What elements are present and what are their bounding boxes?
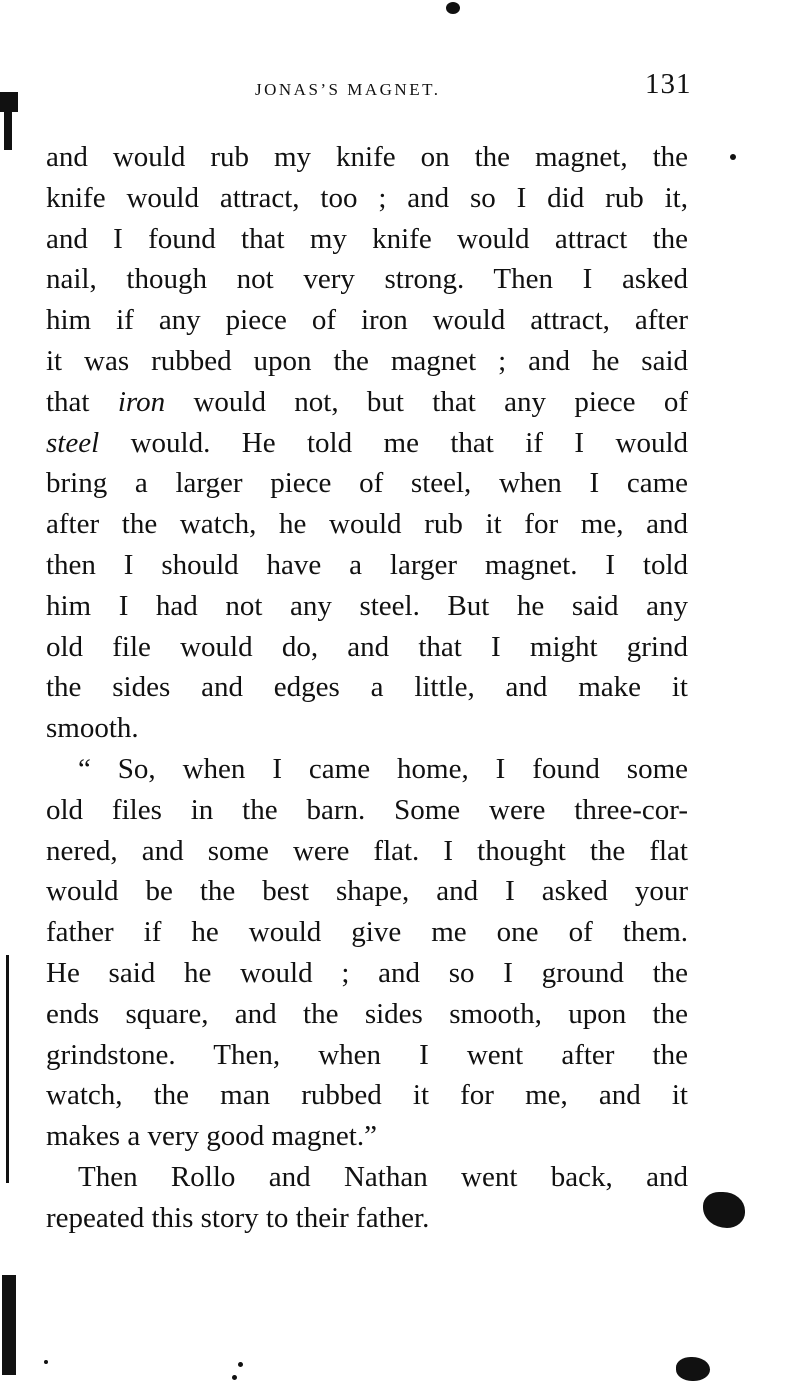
italic-word: iron	[117, 385, 166, 418]
scan-speck	[44, 1360, 48, 1364]
text-line: knife would attract, too ; and so I did rub it,	[46, 181, 688, 214]
text-line: him I had not any steel. But he said any	[46, 589, 688, 622]
text-line: and I found that my knife would attract the	[46, 222, 688, 255]
text-line: smooth.	[46, 712, 139, 745]
text-line: bring a larger piece of steel, when I came	[46, 467, 688, 500]
scan-blot	[703, 1192, 745, 1228]
text-line: grindstone. Then, when I went after the	[46, 1038, 688, 1071]
text-line: after the watch, he would rub it for me, and	[46, 508, 688, 541]
text-line: him if any piece of iron would attract, after	[46, 304, 688, 337]
text-line: then I should have a larger magnet. I told	[46, 548, 688, 581]
text-line: and would rub my knife on the magnet, the	[46, 141, 688, 173]
scan-speck	[730, 154, 736, 160]
text-line: father if he would give me one of them.	[46, 916, 688, 949]
scan-edge-mark	[2, 1275, 16, 1375]
text-line: nered, and some were flat. I thought the flat	[46, 834, 688, 867]
text-line: Then Rollo and Nathan went back, and	[78, 1160, 688, 1193]
scan-speck	[238, 1362, 243, 1367]
text-line: the sides and edges a little, and make it	[46, 671, 688, 704]
text-run: would not, but that any piece of	[165, 385, 688, 418]
scan-speck	[446, 2, 460, 14]
text-run: would. He told me that if I would	[99, 426, 688, 459]
text-line: “ So, when I came home, I found some	[78, 752, 688, 785]
text-line: repeated this story to their father.	[46, 1201, 430, 1234]
page-number: 131	[645, 68, 692, 100]
running-title: JONAS’S MAGNET.	[255, 80, 441, 99]
text-line: watch, the man rubbed it for me, and it	[46, 1079, 688, 1112]
body-text	[46, 137, 688, 1239]
scan-edge-line	[6, 955, 9, 1183]
text-line: He said he would ; and so I ground the	[46, 956, 688, 989]
scan-blot	[676, 1357, 710, 1381]
italic-word: steel	[46, 426, 100, 459]
scan-edge-mark	[4, 110, 12, 150]
text-line: nail, though not very strong. Then I asked	[46, 263, 688, 296]
text-line: ends square, and the sides smooth, upon the	[46, 997, 688, 1030]
scan-edge-mark	[0, 92, 18, 112]
text-run: that	[46, 385, 118, 418]
text-line: would be the best shape, and I asked your	[46, 875, 688, 908]
text-line	[46, 423, 688, 464]
scan-speck	[232, 1375, 237, 1380]
text-line: makes a very good magnet.”	[46, 1120, 377, 1153]
text-line: it was rubbed upon the magnet ; and he said	[46, 344, 688, 377]
text-line: old files in the barn. Some were three-cor-	[46, 793, 688, 826]
text-line	[46, 382, 688, 423]
text-line: old file would do, and that I might grind	[46, 630, 688, 663]
